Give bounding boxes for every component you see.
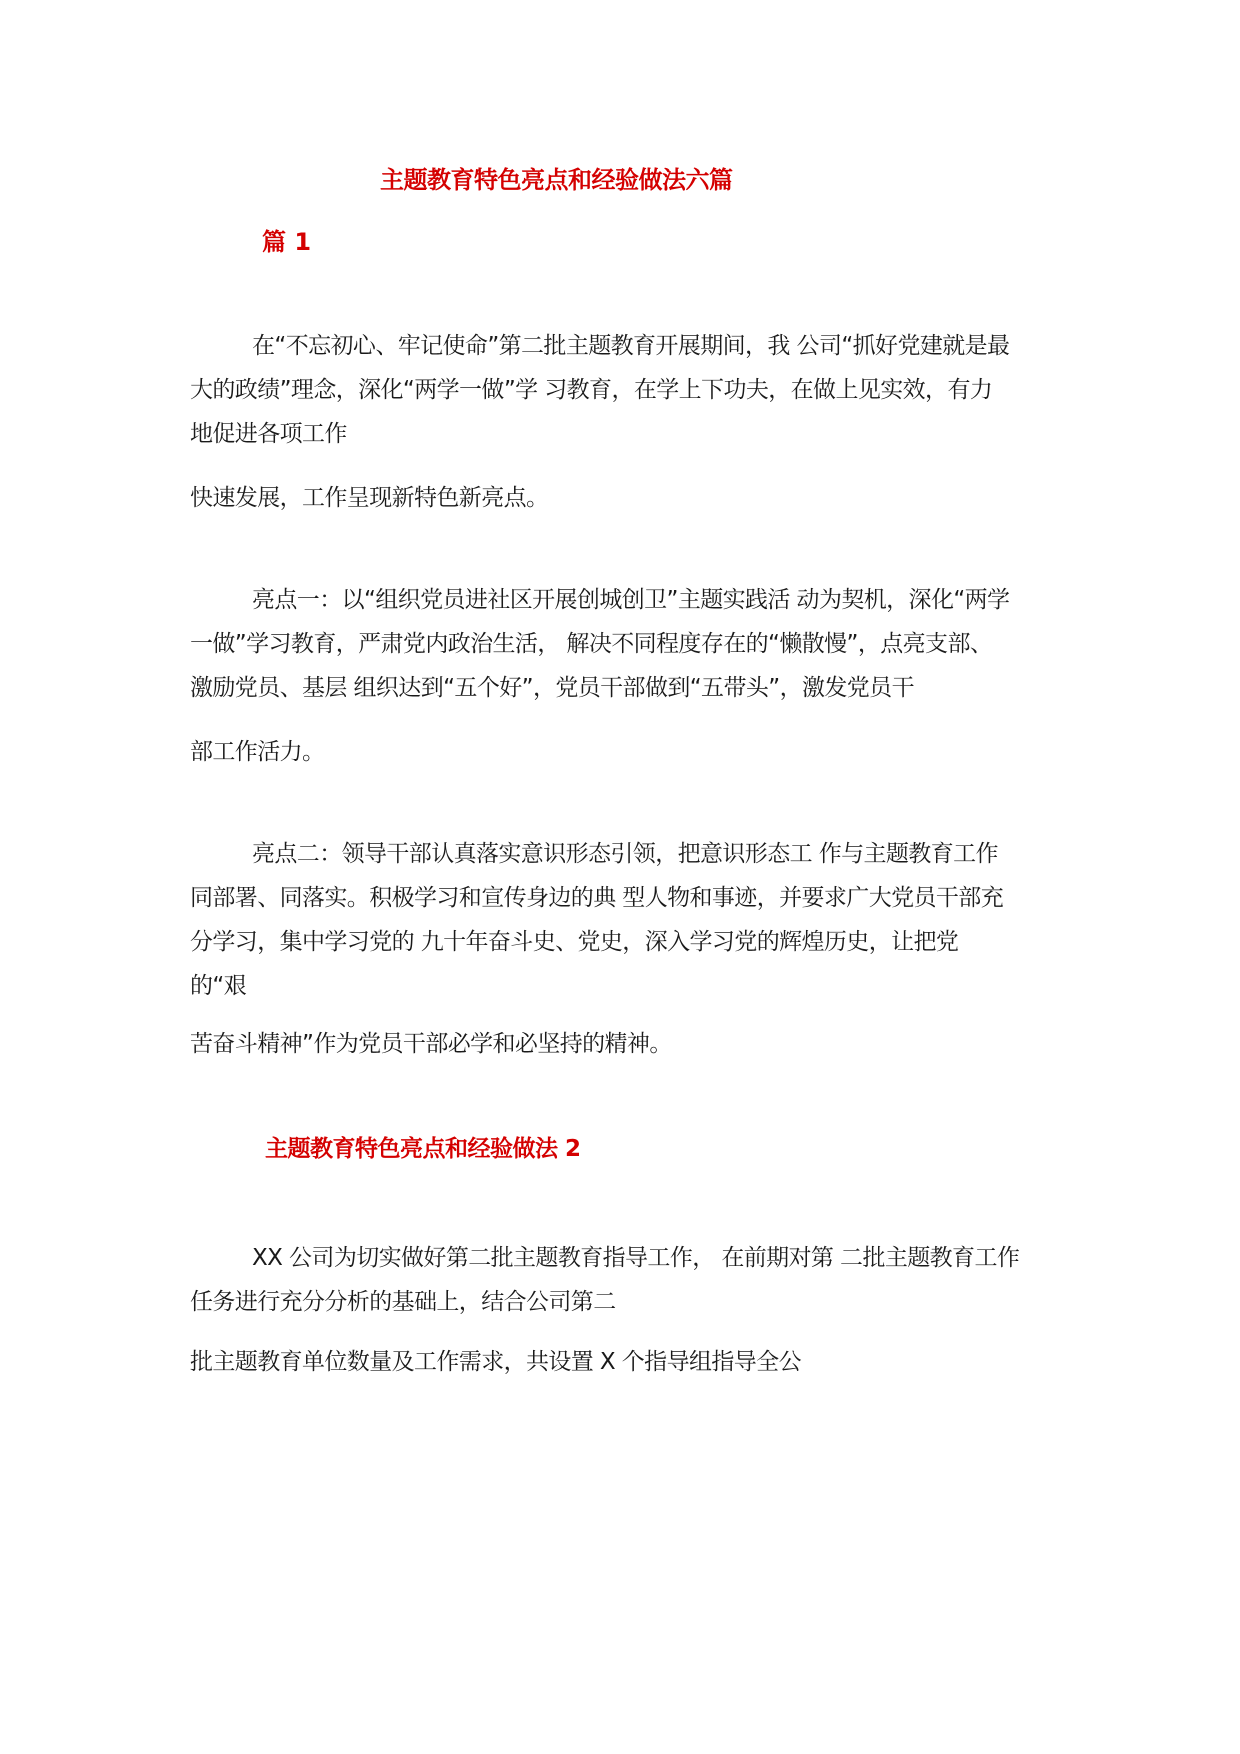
paragraph-line: 苦奋斗精神”作为党员干部必学和必坚持的精神。 — [190, 1031, 672, 1057]
paragraph-line: 的“艰 — [190, 973, 247, 999]
section-heading-2: 主题教育特色亮点和经验做法 2 — [265, 1136, 581, 1162]
document-title: 主题教育特色亮点和经验做法六篇 — [380, 166, 733, 194]
paragraph-highlight-2 — [190, 832, 1070, 1008]
paragraph-line: 在“不忘初心、牢记使命”第二批主题教育开展期间，我 公司“抓好党建就是最 — [252, 333, 1010, 359]
paragraph-highlight-1 — [190, 578, 1070, 710]
paragraph-line: 激励党员、基层 组织达到“五个好”，党员干部做到“五带头”，激发党员干 — [190, 675, 914, 701]
paragraph-line: 一做”学习教育，严肃党内政治生活， 解决不同程度存在的“懒散慢”，点亮支部、 — [190, 631, 993, 657]
paragraph-section-2 — [190, 1236, 1070, 1324]
paragraph-line: 任务进行充分分析的基础上，结合公司第二 — [190, 1289, 616, 1315]
paragraph-line: 快速发展，工作呈现新特色新亮点。 — [190, 485, 549, 511]
paragraph-section-2-continued — [190, 1340, 1070, 1384]
paragraph-intro — [190, 324, 1070, 456]
paragraph-highlight-2-continued — [190, 1022, 1070, 1066]
paragraph-line: 亮点二：领导干部认真落实意识形态引领，把意识形态工 作与主题教育工作 — [252, 841, 998, 867]
paragraph-line: 地促进各项工作 — [190, 421, 347, 447]
paragraph-line: 大的政绩”理念，深化“两学一做”学 习教育，在学上下功夫，在做上见实效，有力 — [190, 377, 993, 403]
paragraph-line: 亮点一：以“组织党员进社区开展创城创卫”主题实践活 动为契机，深化“两学 — [252, 587, 1010, 613]
paragraph-highlight-1-continued — [190, 730, 1070, 774]
paragraph-intro-continued — [190, 476, 1070, 520]
paragraph-line: 批主题教育单位数量及工作需求，共设置 X 个指导组指导全公 — [190, 1349, 801, 1375]
paragraph-line: 分学习，集中学习党的 九十年奋斗史、党史，深入学习党的辉煌历史，让把党 — [190, 929, 959, 955]
chapter-heading-1: 篇 1 — [262, 228, 312, 256]
paragraph-line: 部工作活力。 — [190, 739, 325, 765]
paragraph-line: 同部署、同落实。积极学习和宣传身边的典 型人物和事迹，并要求广大党员干部充 — [190, 885, 1004, 911]
paragraph-line: XX 公司为切实做好第二批主题教育指导工作， 在前期对第 二批主题教育工作 — [252, 1245, 1020, 1271]
